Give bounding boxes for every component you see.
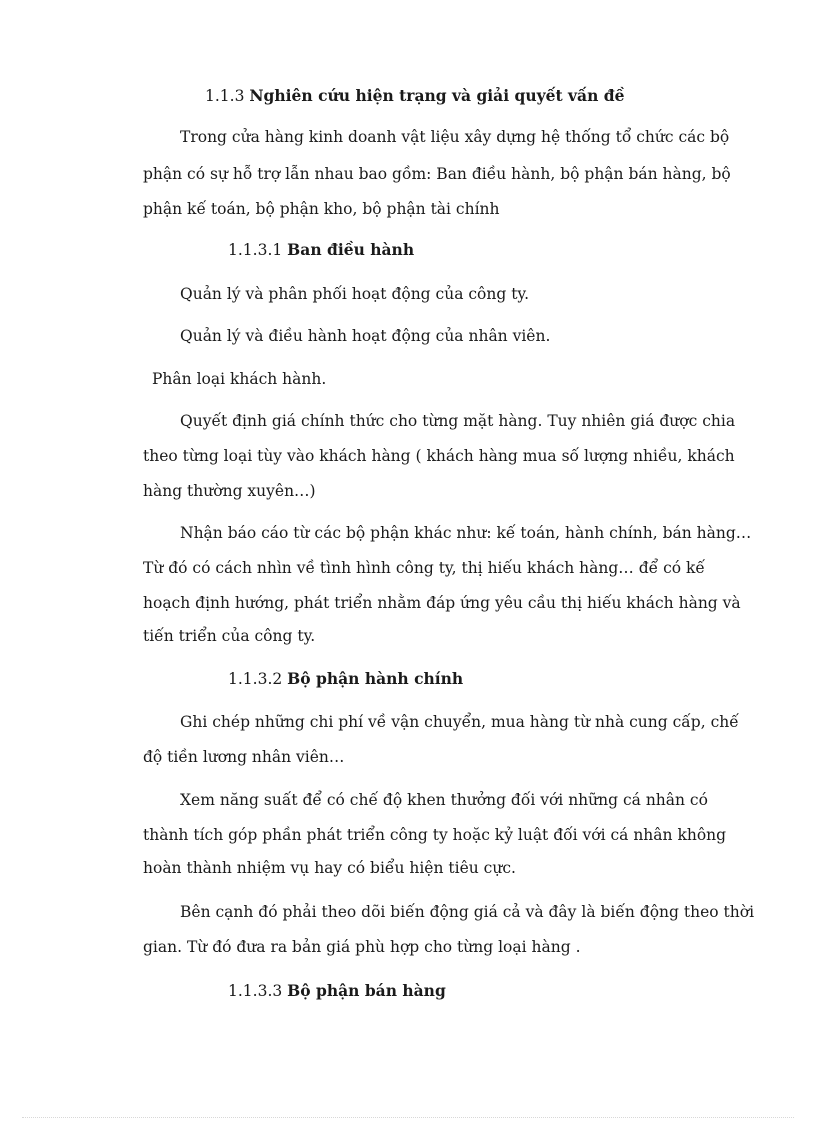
subsection-title: Ban điều hành (287, 240, 415, 259)
paragraph-line: Trong cửa hàng kinh doanh vật liệu xây dựng hệ thống tổ chức các bộ (180, 128, 730, 146)
paragraph-line: hoạch định hướng, phát triển nhằm đáp ứng yêu cầu thị hiếu khách hàng và (143, 594, 741, 612)
paragraph-line: Nhận báo cáo từ các bộ phận khác như: kế toán, hành chính, bán hàng… (180, 524, 752, 542)
subsection-title: Bộ phận hành chính (287, 669, 464, 688)
subsection-heading-1-1-3-3 (228, 981, 446, 1001)
section-title: Nghiên cứu hiện trạng và giải quyết vấn đề (249, 86, 625, 105)
paragraph-line: Quản lý và phân phối hoạt động của công ty. (180, 285, 530, 303)
paragraph-line: Quản lý và điều hành hoạt động của nhân viên. (180, 327, 551, 345)
paragraph-line: Xem năng suất để có chế độ khen thưởng đối với những cá nhân có (180, 791, 708, 809)
paragraph-line: Quyết định giá chính thức cho từng mặt hàng. Tuy nhiên giá được chia (180, 412, 736, 430)
subsection-number: 1.1.3.2 (228, 670, 283, 688)
paragraph-line: theo từng loại tùy vào khách hàng ( khách hàng mua số lượng nhiều, khách (143, 447, 735, 465)
paragraph-line: thành tích góp phần phát triển công ty hoặc kỷ luật đối với cá nhân không (143, 826, 727, 844)
paragraph-line: hoàn thành nhiệm vụ hay có biểu hiện tiêu cực. (143, 859, 516, 877)
subsection-number: 1.1.3.3 (228, 982, 283, 1000)
paragraph-line: Ghi chép những chi phí về vận chuyển, mua hàng từ nhà cung cấp, chế (180, 713, 739, 731)
subsection-heading-1-1-3-1 (228, 240, 414, 260)
subsection-heading-1-1-3-2 (228, 669, 463, 689)
paragraph-line: độ tiền lương nhân viên… (143, 748, 345, 766)
section-number: 1.1.3 (205, 87, 245, 105)
paragraph-line: hàng thường xuyên…) (143, 482, 316, 500)
paragraph-line: gian. Từ đó đưa ra bản giá phù hợp cho từng loại hàng . (143, 938, 581, 956)
paragraph-line: tiến triển của công ty. (143, 627, 316, 645)
subsection-title: Bộ phận bán hàng (287, 981, 446, 1000)
page-bottom-divider (22, 1117, 794, 1118)
section-heading-1-1-3 (205, 86, 624, 106)
paragraph-line: Phân loại khách hành. (152, 370, 327, 388)
paragraph-line: Bên cạnh đó phải theo dõi biến động giá cả và đây là biến động theo thời (180, 903, 755, 921)
paragraph-line: phận có sự hỗ trợ lẫn nhau bao gồm: Ban điều hành, bộ phận bán hàng, bộ (143, 165, 731, 183)
paragraph-line: Từ đó có cách nhìn về tình hình công ty, thị hiếu khách hàng… để có kế (143, 559, 705, 577)
subsection-number: 1.1.3.1 (228, 241, 283, 259)
paragraph-line: phận kế toán, bộ phận kho, bộ phận tài chính (143, 200, 500, 218)
